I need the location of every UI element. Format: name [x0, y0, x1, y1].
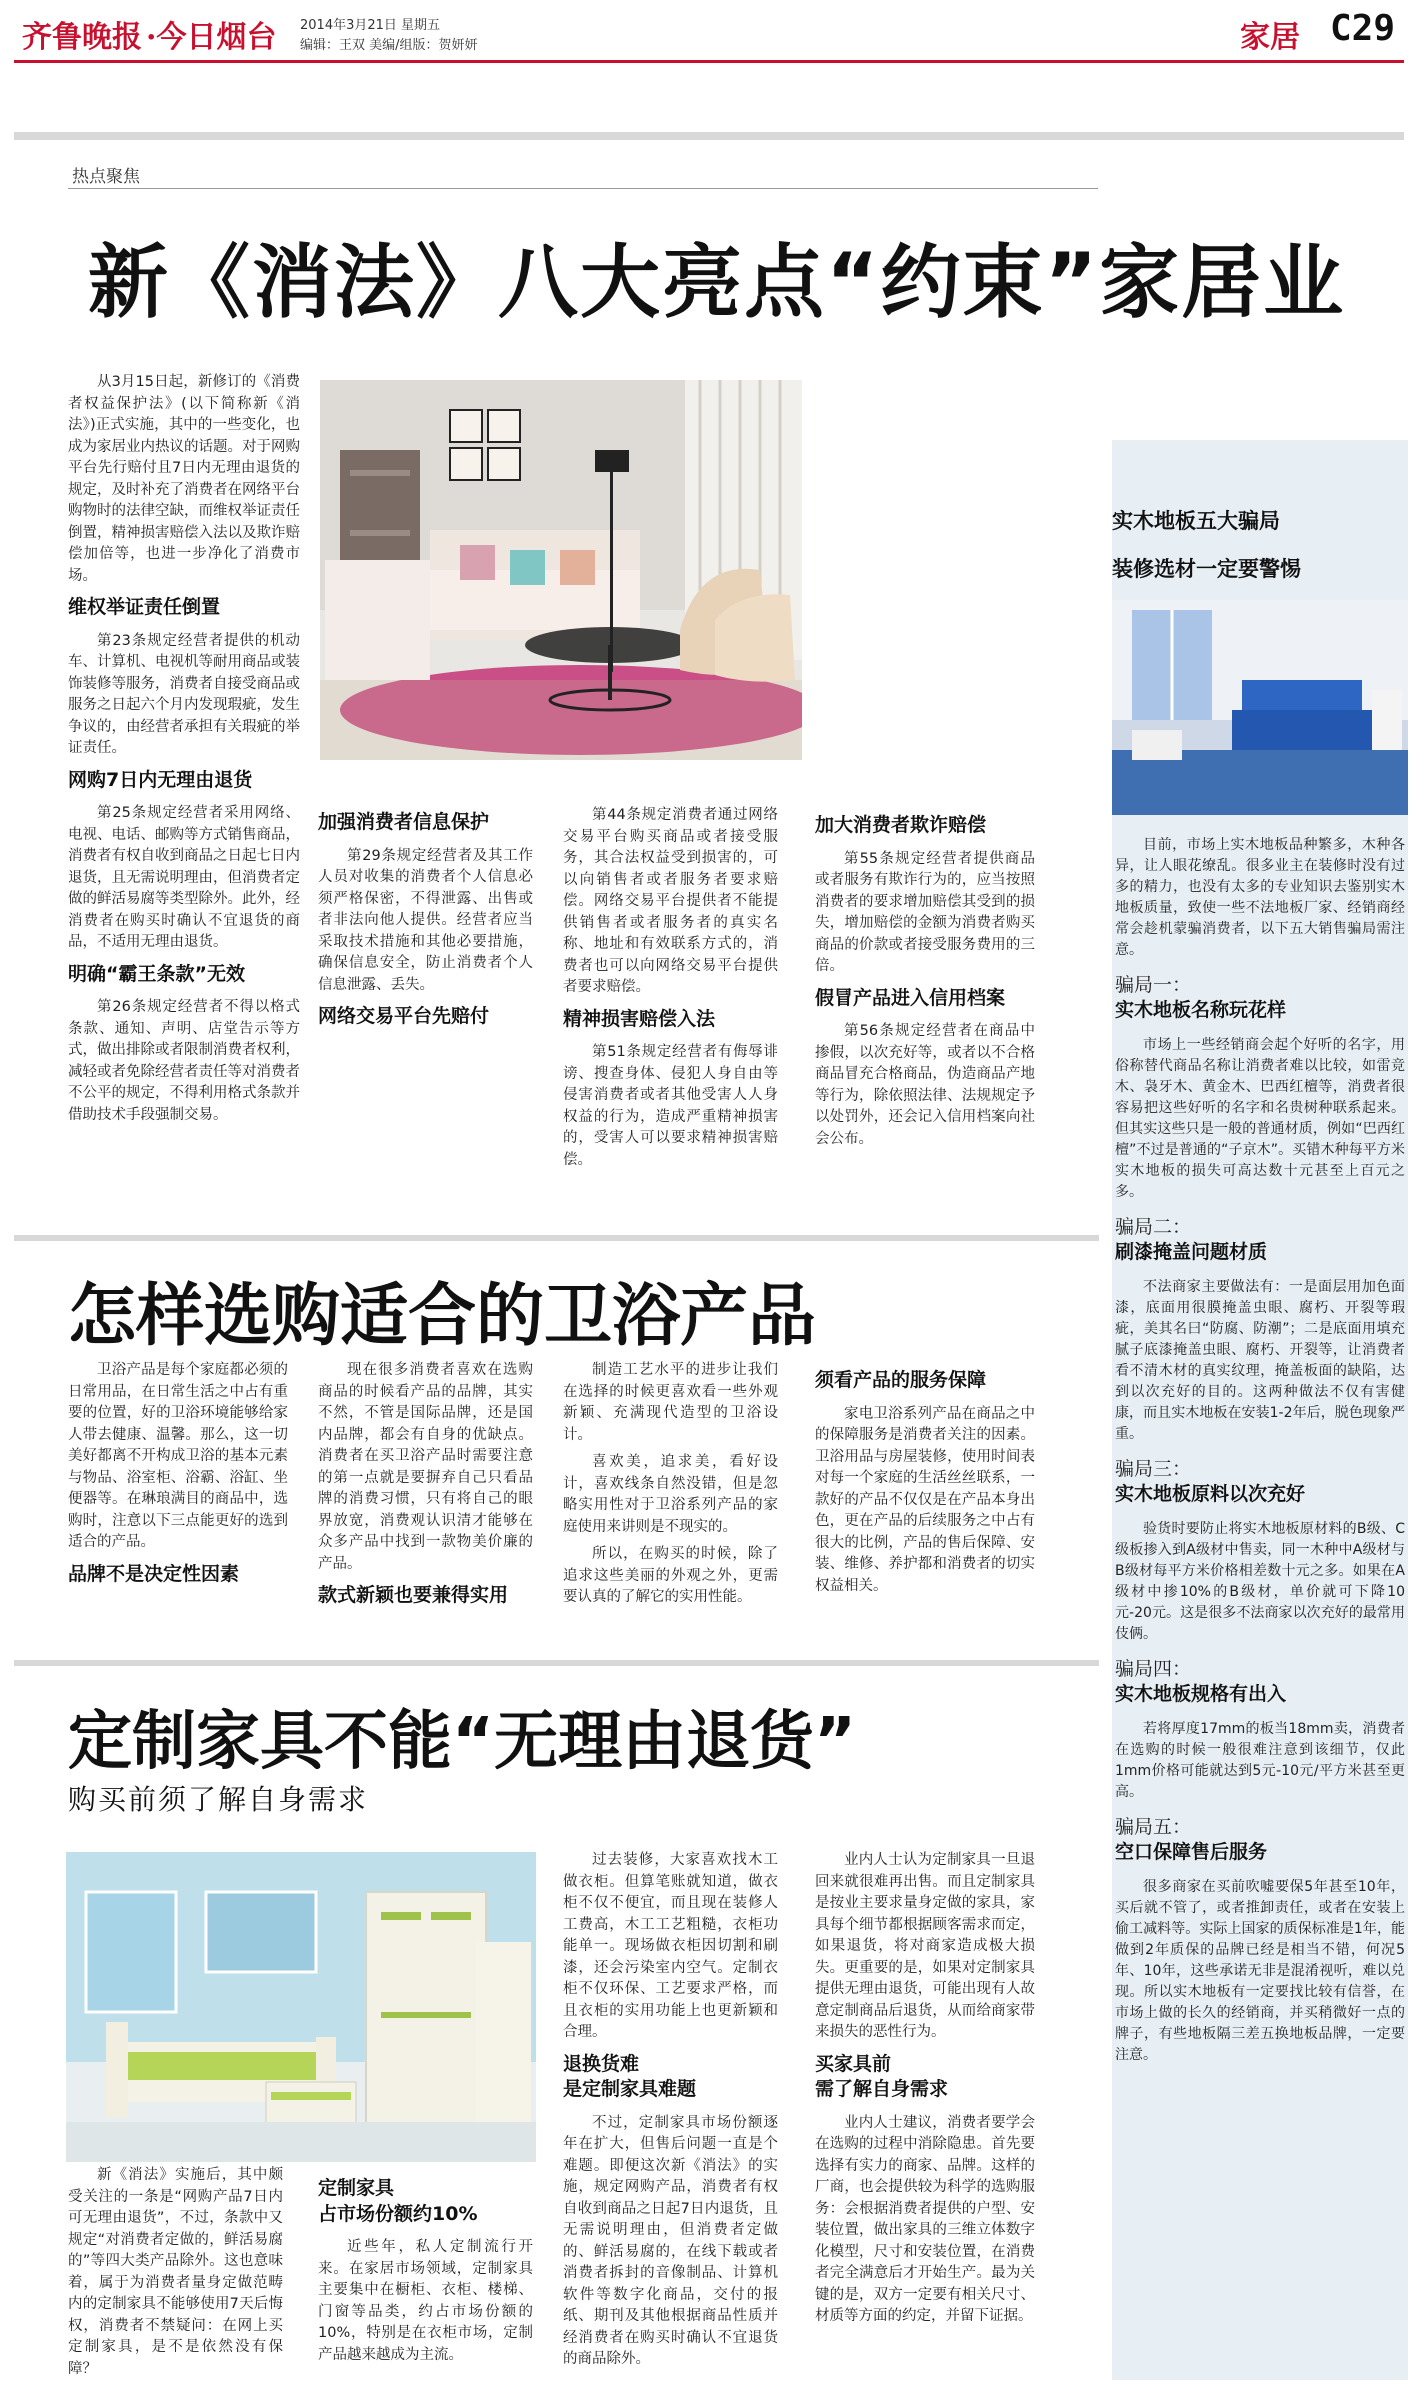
fraud-label: 骗局五： [1115, 1816, 1192, 1838]
article3-col3 [563, 1850, 778, 2377]
fraud-label: 骗局四： [1115, 1658, 1192, 1680]
article1-section-body: 第25条规定经营者采用网络、电视、电话、邮购等方式销售商品，消费者有权自收到商品之日起七日内退货，且无需说明理由，但消费者定做的鲜活易腐等类型除外。此外，经消费者在购买时确认不宜退货的商品，不适用无理由退货。 [68, 805, 300, 950]
section-tag: 热点聚焦 [72, 167, 140, 187]
article1-section-body: 第29条规定经营者及其工作人员对收集的消费者个人信息必须严格保密，不得泄露、出售或者非法向他人提供。经营者应当采取技术措施和其他必要措施，确保信息安全，防止消费者个人信息泄露、丢失。 [318, 847, 533, 993]
article2-col3 [563, 1360, 778, 1615]
article3-sub-title: 是定制家具难题 [563, 2078, 697, 2100]
article2-sub-title: 须看产品的服务保障 [815, 1369, 987, 1391]
section-tag-bar [68, 158, 1098, 189]
article1-headline: 新《消法》八大亮点“约束”家居业 [88, 236, 1346, 329]
article3-sub-title: 定制家具 [318, 2177, 395, 2199]
article2-paragraph: 制造工艺水平的进步让我们在选择的时候更喜欢看一些外观新颖、充满现代造型的卫浴设计。 [563, 1362, 778, 1443]
article1-section-title: 精神损害赔偿入法 [563, 1007, 716, 1030]
page-number: C29 [1330, 8, 1396, 49]
article3-paragraph: 不过，定制家具市场份额逐年在扩大，但售后问题一直是个难题。即便这次新《消法》的实施，规定网购产品，消费者有权自收到商品之日起7日内退货，且无需说明理由，但消费者定做的、鲜活易腐的，在线下载或者消费者拆封的音像制品、计算机软件等数字化商品，交付的报纸、期刊及其他根据商品性质并经消费者在购买时确认不宜退货的商品除外。 [563, 2114, 778, 2367]
fraud-title: 刷漆掩盖问题材质 [1115, 1241, 1268, 1263]
article3-sub-title: 退换货难 [563, 2052, 640, 2075]
article1-intro: 从3月15日起，新修订的《消费者权益保护法》(以下简称新《消法》)正式实施，其中的一些变化，也成为家居业内热议的话题。对于网购平台先行赔付且7日内无理由退货的规定，及时补充了消费者在网络平台购物时的法律空缺，而维权举证责任倒置，精神损害赔偿入法以及欺诈赔偿加倍等，也进一步净化了消费市场。 [68, 374, 300, 584]
paper-logo [22, 12, 276, 56]
sidebar-headline: 实木地板五大骗局 [1112, 509, 1280, 533]
article1-section-body: 第51条规定经营者有侮辱诽谤、搜查身体、侵犯人身自由等侵害消费者或者其他受害人人身权益的行为，造成严重精神损害的，受害人可以要求精神损害赔偿。 [563, 1044, 778, 1168]
fraud-body: 若将厚度17mm的板当18mm卖，消费者在选购的时候一般很难注意到该细节，仅此1mm价格可能就达到5元-10元/平方米甚至更高。 [1115, 1721, 1405, 1800]
article2-paragraph: 卫浴产品是每个家庭都必须的日常用品，在日常生活之中占有重要的位置，好的卫浴环境能够给家人带去健康、温馨。那么，这一切美好都离不开构成卫浴的基本元素与物品、浴室柜、浴霸、浴缸、坐便器等。在琳琅满目的商品中，选购时，注意以下三点能更好的选到适合的产品。 [68, 1362, 288, 1550]
article3-headline: 定制家具不能“无理由退货” [68, 1705, 857, 1779]
fraud-title: 空口保障售后服务 [1115, 1841, 1268, 1863]
sidebar-subheadline: 装修选材一定要警惕 [1112, 557, 1301, 581]
article3-col1 [68, 2165, 283, 2386]
article3-paragraph: 业内人士认为定制家具一旦退回来就很难再出售。而且定制家具是按业主要求量身定做的家具，家具每个细节都根据顾客需求而定，如果退货，将对商家造成极大损失。更重要的是，如果对定制家具提供无理由退货，可能出现有人故意定制商品后退货，从而给商家带来损失的恶性行为。 [815, 1852, 1035, 2040]
editor-credits: 编辑：王双 美编/组版：贺妍妍 [300, 38, 478, 53]
article3-col2 [318, 2168, 533, 2372]
article2-col4 [815, 1360, 1035, 1603]
article1-col3 [563, 805, 778, 1177]
article1-section-title: 网购7日内无理由退货 [68, 768, 253, 791]
article3-paragraph: 近些年，私人定制流行开来。在家居市场领域，定制家具主要集中在橱柜、衣柜、楼梯、门窗等品类，约占市场份额的10%，特别是在衣柜市场，定制产品越来越成为主流。 [318, 2239, 533, 2363]
article1-section-title: 加强消费者信息保护 [318, 811, 490, 833]
kids-bedroom-photo [66, 1852, 536, 2162]
fraud-body: 很多商家在买前吹嘘要保5年甚至10年，买后就不管了，或者推卸责任，或者在安装上偷工减料等。实际上国家的质保标准是1年，能做到2年质保的品牌已经是相当不错，何况5年、10年，这些承诺无非是混淆视听，难以兑现。所以实木地板有一定要找比较有信誉，在市场上做的长久的经销商，并买稍微好一点的牌子，有些地板隔三差五换地板品牌，一定要注意。 [1115, 1879, 1405, 2063]
sidebar-body [1115, 835, 1405, 2072]
article3-paragraph: 过去装修，大家喜欢找木工做衣柜。但算笔账就知道，做衣柜不仅不便宜，而且现在装修人工费高，木工工艺粗糙，衣柜功能单一。现场做衣柜因切割和刷漆，还会污染室内空气。定制衣柜不仅环保、工艺要求严格，而且衣柜的实用功能上也更新颖和合理。 [563, 1852, 778, 2040]
article1-section-body: 第56条规定经营者在商品中掺假，以次充好等，或者以不合格商品冒充合格商品，伪造商品产地等行为，除依照法律、法规规定予以处罚外，还会记入信用档案向社会公布。 [815, 1023, 1035, 1147]
article-divider [14, 1660, 1099, 1666]
article3-subhead: 购买前须了解自身需求 [68, 1783, 369, 1816]
article1-section-body: 第23条规定经营者提供的机动车、计算机、电视机等耐用商品或装饰装修等服务，消费者自接受商品或服务之日起六个月内发现瑕疵，发生争议的，由经营者承担有关瑕疵的举证责任。 [68, 632, 300, 756]
article3-sub-title: 需了解自身需求 [815, 2078, 949, 2100]
article1-section-title: 加大消费者欺诈赔偿 [815, 814, 987, 836]
article3-sub-title: 买家具前 [815, 2052, 892, 2075]
article3-sub-title: 占市场份额约10% [318, 2202, 478, 2225]
article2-paragraph: 喜欢美，追求美，看好设计，喜欢线条自然没错，但是忽略实用性对于卫浴系列产品的家庭使用来讲则是不现实的。 [563, 1454, 778, 1535]
fraud-body: 市场上一些经销商会起个好听的名字，用俗称替代商品名称让消费者难以比较，如雷竞木、袅牙木、黄金木、巴西红檀等，消费者很容易把这些好听的名字和名贵树种联系起来。但其实这些只是一般的普通材质，例如“巴西红檀”不过是普通的“子京木”。买错木种每平方米实木地板的损失可高达数十元甚至上百元之多。 [1115, 1037, 1405, 1200]
fraud-label: 骗局一： [1115, 974, 1192, 996]
masthead-rule [14, 60, 1404, 63]
article1-col2 [318, 802, 533, 1040]
edition-name: ·今日烟台 [146, 20, 277, 55]
sidebar-intro: 目前，市场上实木地板品种繁多，木种各异，让人眼花缭乱。很多业主在装修时没有过多的精力，也没有太多的专业知识去鉴别实木地板质量，致使一些不法地板厂家、经销商经常会趁机蒙骗消费者，以下五大销售骗局需注意。 [1115, 837, 1405, 958]
fraud-label: 骗局二： [1115, 1216, 1192, 1238]
article1-col1 [68, 372, 300, 1132]
article2-sub-title: 款式新颖也要兼得实用 [318, 1584, 509, 1606]
fraud-label: 骗局三： [1115, 1458, 1192, 1480]
article3-paragraph: 新《消法》实施后，其中颇受关注的一条是“网购产品7日内可无理由退货”，不过，条款中又规定“对消费者定做的，鲜活易腐的”等四大类产品除外。这也意味着，属于为消费者量身定做范畴内的定制家具不能够使用7天后悔权，消费者不禁疑问：在网上买定制家具，是不是依然没有保障？ [68, 2167, 283, 2377]
section-name: 家居 [1240, 20, 1300, 55]
fraud-body: 不法商家主要做法有：一是面层用加色面漆，底面用很膜掩盖虫眼、腐朽、开裂等瑕疵，美其名曰“防腐、防潮”；二是底面用填充腻子底漆掩盖虫眼、腐朽、开裂等，让消费者看不清木材的真实纹理，掩盖板面的缺陷，达到以次充好的目的。这两种做法不仅有害健康，而且实木地板在安装1-2年后，脱色现象严重。 [1115, 1279, 1405, 1442]
fraud-title: 实木地板原料以次充好 [1115, 1483, 1306, 1505]
article1-section-title: 维权举证责任倒置 [68, 596, 221, 618]
article1-section-title: 明确“霸王条款”无效 [68, 962, 245, 985]
article2-paragraph: 家电卫浴系列产品在商品之中的保障服务是消费者关注的因素。卫浴用品与房屋装修，使用时间表对每一个家庭的生活丝丝联系，一款好的产品不仅仅是在产品本身出色，更在产品的后续服务之中占有很大的比例，产品的售后保障、安装、维修、养护都和消费者的切实权益相关。 [815, 1405, 1035, 1594]
masthead [0, 0, 1417, 62]
article2-paragraph: 现在很多消费者喜欢在选购商品的时候看产品的品牌，其实不然，不管是国际品牌，还是国内品牌，都会有自身的优缺点。消费者在买卫浴产品时需要注意的第一点就是要摒弃自己只看品牌的消费习惯，只有将自己的眼界放宽，消费观认识清才能够在众多产品中找到一款物美价廉的产品。 [318, 1362, 533, 1572]
article1-section-title: 假冒产品进入信用档案 [815, 986, 1006, 1009]
article1-section-title: 网络交易平台先赔付 [318, 1005, 490, 1027]
article3-col4 [815, 1850, 1035, 2334]
fraud-body: 验货时要防止将实木地板原材料的B级、C级板掺入到A级材中售卖，同一木种中A级材与B级材每平方米价格相差数十元之多。如果在A级材中掺10%的B级材，单价就可下降10元-20元。这是很多不法商家以次充好的最常用伎俩。 [1115, 1521, 1405, 1642]
article2-sub-title: 品牌不是决定性因素 [68, 1562, 240, 1585]
article2-headline: 怎样选购适合的卫浴产品 [68, 1277, 817, 1356]
section-divider [14, 132, 1404, 140]
fraud-title: 实木地板规格有出入 [1115, 1683, 1287, 1705]
article2-paragraph: 所以，在购买的时候，除了追求这些美丽的外观之外，更需要认真的了解它的实用性能。 [563, 1546, 778, 1605]
article-divider [14, 1235, 1099, 1241]
paper-name: 齐鲁晚报 [22, 20, 142, 55]
blue-sofa-photo [1112, 600, 1408, 815]
article1-section-body: 第44条规定消费者通过网络交易平台购买商品或者接受服务，其合法权益受到损害的，可以向销售者或者服务者要求赔偿。网络交易平台提供者不能提供销售者或者服务者的真实名称、地址和有效联系方式的，消费者也可以向网络交易平台提供者要求赔偿。 [563, 807, 778, 995]
article2-col1 [68, 1360, 288, 1597]
article1-section-body: 第55条规定经营者提供商品或者服务有欺诈行为的，应当按照消费者的要求增加赔偿其受到的损失，增加赔偿的金额为消费者购买商品的价款或者接受服务费用的三倍。 [815, 850, 1035, 974]
fraud-title: 实木地板名称玩花样 [1115, 999, 1287, 1021]
article1-col4 [815, 805, 1035, 1156]
living-room-photo [320, 380, 802, 760]
article1-section-body: 第26条规定经营者不得以格式条款、通知、声明、店堂告示等方式，做出排除或者限制消费者权利，减轻或者免除经营者责任等对消费者不公平的规定，不得利用格式条款并借助技术手段强制交易。 [68, 999, 300, 1123]
dateline: 2014年3月21日 星期五 [300, 18, 441, 33]
article3-paragraph: 业内人士建议，消费者要学会在选购的过程中消除隐患。首先要选择有实力的商家、品牌。这样的厂商，也会提供较为科学的选购服务：会根据消费者提供的户型、安装位置，做出家具的三维立体数字化模型，尺寸和安装位置，在消费者完全满意后才开始生产。最为关键的是，双方一定要有相关尺寸、材质等方面的约定，并留下证据。 [815, 2114, 1035, 2324]
article2-col2 [318, 1360, 533, 1619]
